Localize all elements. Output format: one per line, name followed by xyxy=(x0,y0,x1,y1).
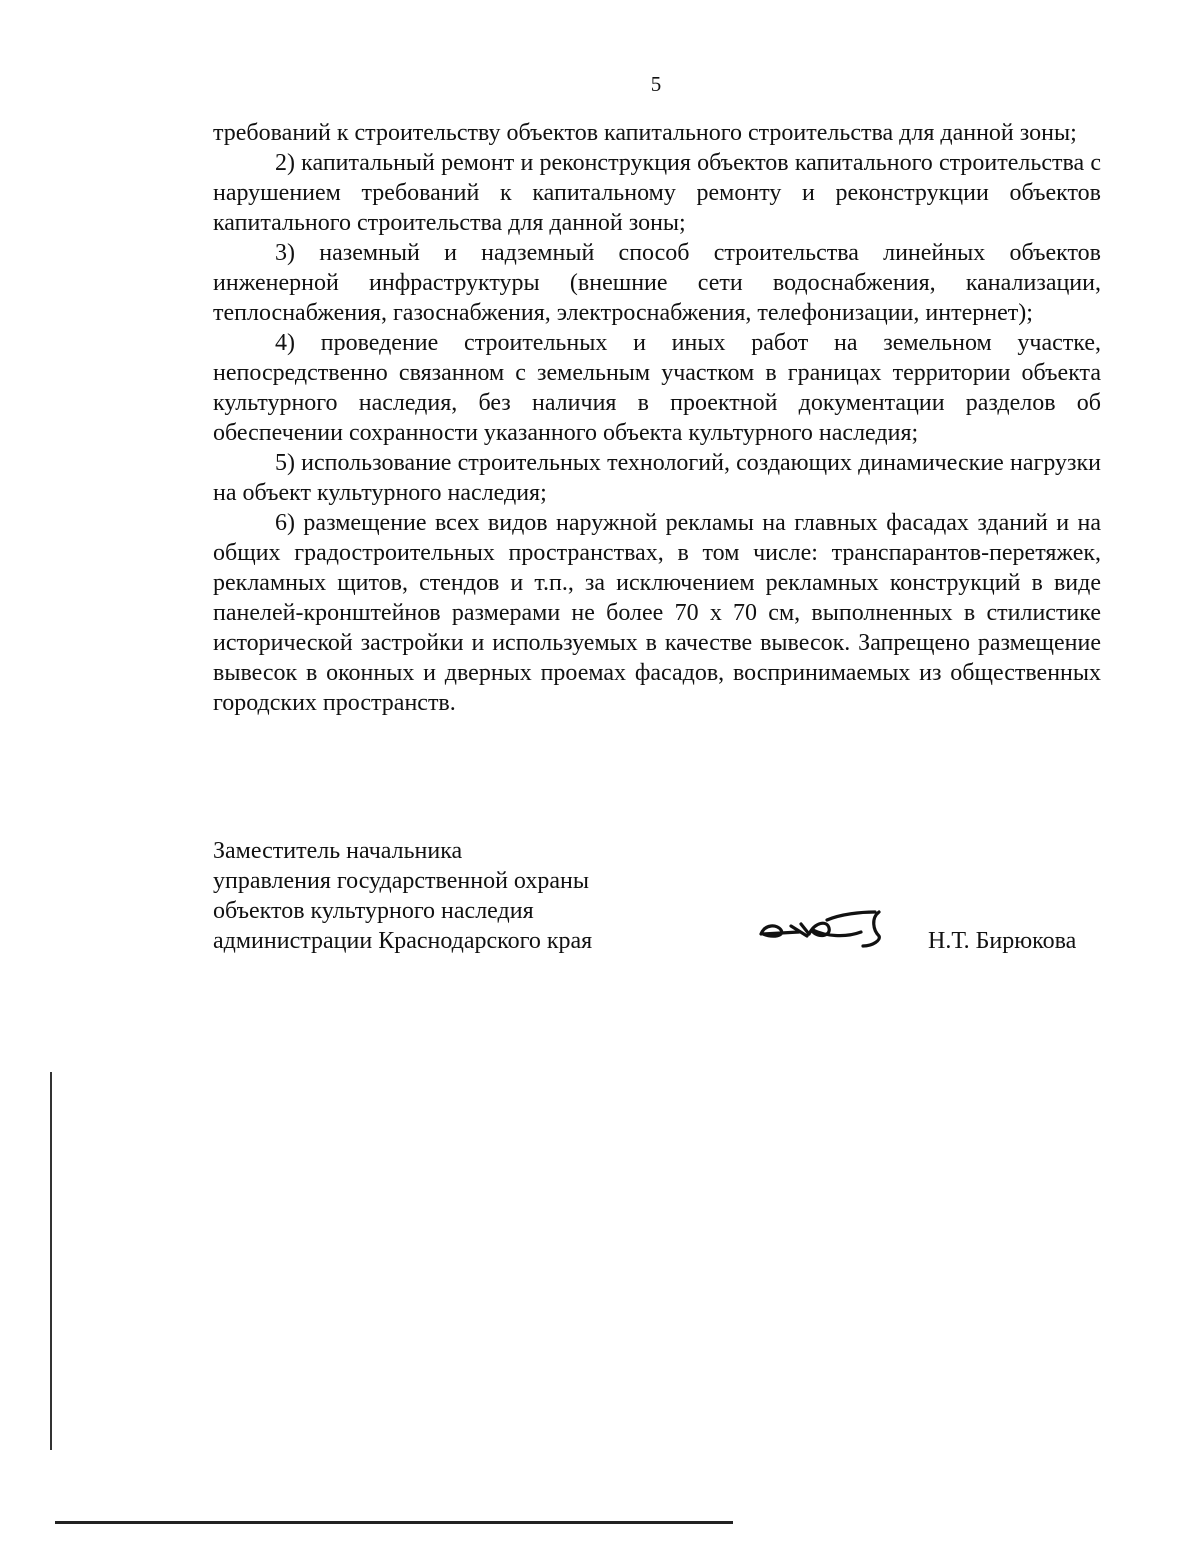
scan-edge-line xyxy=(55,1521,733,1524)
position-line: Заместитель начальника xyxy=(213,838,463,864)
signer-name: Н.Т. Бирюкова xyxy=(928,928,1077,954)
paragraph-item-6: 6) размещение всех видов наружной рекламы на главных фасадах зданий и на общих градостроительных пространствах, в том числе: транспарантов-перетяжек, рекламных щитов, стендов и т.п., за исключением рекламных конструкций в виде панелей-кронштейнов размерами не более 70 х 70 см, выполненных в стилистике исторической застройки и используемых в качестве вывесок. Запрещено размещение вывесок в оконных и дверных проемах фасадов, воспринимаемых из общественных городских пространств. xyxy=(213,510,1101,716)
position-line: управления государственной охраны xyxy=(213,868,589,894)
paragraph-continuation: требований к строительству объектов капитального строительства для данной зоны; xyxy=(213,120,1077,146)
paragraph-item-3: 3) наземный и надземный способ строительства линейных объектов инженерной инфраструктуры (внешние сети водоснабжения, канализации, теплоснабжения, газоснабжения, электроснабжения, телефонизации, интернет); xyxy=(213,240,1101,326)
scan-edge-line xyxy=(50,1072,52,1450)
paragraph-item-4: 4) проведение строительных и иных работ на земельном участке, непосредственно связанном с земельным участком в границах территории объекта культурного наследия, без наличия в проектной документации разделов об обеспечении сохранности указанного объекта культурного наследия; xyxy=(213,330,1101,446)
position-line: администрации Краснодарского края xyxy=(213,928,593,954)
signatory-position xyxy=(213,836,592,956)
handwritten-signature xyxy=(755,890,895,950)
document-body xyxy=(213,118,1101,718)
paragraph-item-2: 2) капитальный ремонт и реконструкция объектов капитального строительства с нарушением требований к капитальному ремонту и реконструкции объектов капитального строительства для данной зоны; xyxy=(213,150,1101,236)
position-line: объектов культурного наследия xyxy=(213,898,534,924)
page-number: 5 xyxy=(650,72,662,96)
paragraph-item-5: 5) использование строительных технологий, создающих динамические нагрузки на объект культурного наследия; xyxy=(213,450,1101,506)
